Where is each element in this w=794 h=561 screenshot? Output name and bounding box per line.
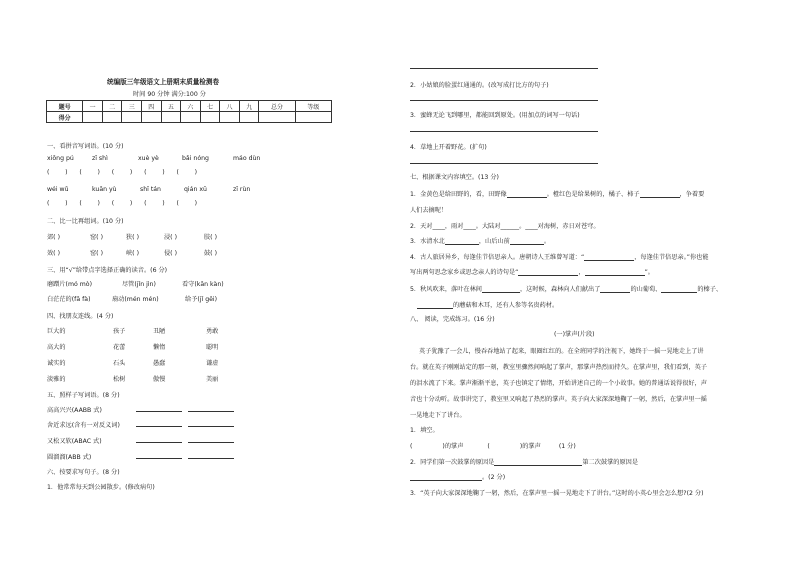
pinyin: zī rùn — [233, 186, 251, 193]
match-word[interactable]: 淡雅的 — [47, 376, 66, 383]
pinyin: xiōng pú — [47, 155, 74, 162]
score-cell[interactable] — [259, 112, 295, 123]
compare-word[interactable]: 鼓( ) — [204, 250, 217, 257]
reading-choice[interactable]: 给予(jǐ gěi) — [185, 296, 218, 303]
compare-word[interactable]: 浸( ) — [164, 234, 177, 241]
section-4-heading: 四、找朋友连线。(4 分) — [47, 313, 114, 320]
compare-word[interactable]: 郊( ) — [47, 234, 60, 241]
header-cell: 四 — [141, 101, 161, 112]
fill-text: 的蘑菇和木耳，还有人参等名贵药材。 — [453, 302, 559, 309]
blank[interactable] — [518, 275, 578, 276]
match-word[interactable]: 愚蠢 — [153, 360, 166, 367]
pattern-item: 高高兴兴(AABB 式) — [47, 407, 102, 414]
answer-line[interactable] — [188, 442, 234, 443]
pattern-item: 圆溜溜(ABB 式) — [47, 454, 92, 461]
score-table — [46, 100, 332, 123]
answer-line[interactable] — [136, 458, 182, 459]
match-word[interactable]: 松树 — [113, 376, 126, 383]
answer-line[interactable] — [188, 426, 234, 427]
blank[interactable] — [482, 292, 520, 293]
blank[interactable] — [584, 260, 634, 261]
right-column — [397, 0, 794, 561]
score-cell[interactable] — [239, 112, 259, 123]
section-7-heading: 七、根据课文内容填空。(13 分) — [410, 174, 499, 181]
passage-line: 台。就在英子刚刚站定的那一刻，教室里骤然间响起了掌声，那掌声热烈而持久。在掌声里，我们看到，英子 — [410, 364, 707, 371]
blank[interactable] — [585, 275, 645, 276]
match-word[interactable]: 石头 — [113, 360, 126, 367]
exam-subtitle: 时间 90 分钟 满分:100 分 — [133, 91, 206, 98]
blank[interactable] — [410, 480, 482, 481]
match-word[interactable]: 丑陋 — [153, 328, 166, 335]
compare-word[interactable]: 效( ) — [47, 250, 60, 257]
pinyin: xuè yè — [138, 155, 159, 162]
fill-text: ，每逢佳节倍思亲。”你也能 — [634, 254, 709, 261]
header-cell: 五 — [161, 101, 181, 112]
reading-choice[interactable]: 白茫茫的(fā fà) — [47, 296, 91, 303]
fill-text: )的掌声 — [519, 443, 541, 450]
pinyin: bǎi nóng — [182, 155, 209, 162]
header-cell: 二 — [102, 101, 122, 112]
pinyin: zī shì — [92, 155, 108, 162]
points: (1 分) — [558, 443, 576, 450]
fill-text: 第二次鼓掌的原因是 — [582, 459, 639, 466]
answer-line[interactable] — [188, 411, 234, 412]
passage-line: 英子犹豫了一会儿，慢吞吞地站了起来，眼圈红红的。在全班同学的注视下，她终于一摇一晃地走上了讲 — [419, 348, 704, 355]
question-text: 1．填空。 — [410, 427, 439, 434]
question-text: 3．蜜蜂无论飞到哪里，都能回到原处。(用加点的词写一句话) — [410, 112, 580, 119]
section-6-heading: 六、按要求写句子。(8 分) — [47, 469, 120, 476]
pinyin: máo dùn — [233, 155, 261, 162]
match-word[interactable]: 懒惰 — [153, 344, 166, 351]
blank[interactable] — [640, 197, 680, 198]
score-cell[interactable] — [181, 112, 201, 123]
reading-choice[interactable]: 扇动(mén mén) — [112, 296, 159, 303]
score-cell[interactable] — [161, 112, 181, 123]
fill-text: ，争着要 — [679, 191, 705, 198]
compare-word[interactable]: 窑( ) — [90, 250, 103, 257]
fill-text: 1．金黄色是给田野的，看，田野像 — [410, 191, 507, 198]
match-word[interactable]: 花蕾 — [113, 344, 126, 351]
fill-text: ，山后山前 — [478, 238, 510, 245]
header-cell: 九 — [239, 101, 259, 112]
fill-line — [410, 252, 709, 261]
fill-line — [410, 472, 505, 481]
match-word[interactable]: 美丽 — [206, 376, 219, 383]
fill-line — [417, 300, 558, 309]
question-text: 4．草地上开着野花。(扩句) — [410, 144, 487, 151]
fill-text: 5．秋风吹来，落叶在林间 — [410, 286, 482, 293]
compare-word[interactable]: 狭( ) — [126, 234, 139, 241]
section-3-heading: 三、用“√”给带点字选择正确的读音。(6 分) — [47, 267, 168, 274]
score-cell[interactable] — [122, 112, 142, 123]
fill-text: 3．水清水北 — [410, 238, 445, 245]
fill-text: 2．同学们第一次鼓掌的原因是 — [410, 459, 495, 466]
pinyin: wéi wǔ — [47, 186, 69, 193]
match-word[interactable]: 勇敢 — [206, 328, 219, 335]
paren: ( — [410, 443, 413, 450]
match-word[interactable]: 巨大的 — [47, 328, 66, 335]
pinyin: kuān yù — [92, 186, 117, 193]
match-word[interactable]: 傲慢 — [153, 376, 166, 383]
fill-line — [410, 441, 576, 450]
passage-line: 的泪水流了下来。掌声渐渐平息，英子也镇定了情绪，开始讲述自己的一个小故事。她的普通话说得很好，声 — [410, 380, 707, 387]
fill-text: )的掌声 — [442, 443, 464, 450]
match-word[interactable]: 高大的 — [47, 344, 66, 351]
fill-text: 写出两句思念家乡或思念亲人的诗句是“ — [410, 269, 519, 276]
section-2-heading: 二、比一比再组词。(10 分) — [47, 218, 124, 225]
answer-brackets[interactable]: ( ) ( ) ( ) ( ) ( ) — [47, 169, 198, 176]
pattern-item: 舍近求远(含有一对反义词) — [47, 422, 120, 429]
row-label: 得分 — [47, 112, 83, 123]
compare-word[interactable]: 峡( ) — [126, 250, 139, 257]
section-1-heading: 一、看拼音写词语。(10 分) — [47, 143, 124, 150]
fill-text: 。(2 分) — [482, 474, 506, 481]
fill-text: 的榛子、 — [697, 286, 723, 293]
score-table-row — [47, 112, 332, 123]
fill-text[interactable]: 2．天对____，雨对____。大陆对______。____对海树，赤日对苍穹。 — [410, 223, 600, 230]
match-word[interactable]: 聪明 — [206, 344, 219, 351]
pinyin: shī tán — [140, 186, 161, 193]
fill-text: 4．古人旅居异乡，每逢佳节倍思亲人。唐朝诗人王维曾写道：“ — [410, 254, 585, 261]
passage-title: (一)掌声(片段) — [554, 331, 595, 338]
answer-line[interactable] — [410, 68, 598, 69]
fill-text: 。橙红色是给果树的，橘子、柿子 — [546, 191, 640, 198]
answer-line[interactable] — [136, 426, 182, 427]
score-table-header — [47, 101, 332, 112]
answer-brackets[interactable]: ( ) ( ) ( ) ( ) ( ) — [47, 200, 198, 207]
section-8-heading: 八、 阅读，完成练习。(16 分) — [410, 316, 495, 323]
header-cell: 等级 — [295, 101, 331, 112]
fill-line: 写出两句思念家乡或思念亲人的诗句是“ ， ”。 — [410, 269, 654, 276]
compare-word[interactable]: 窑( ) — [90, 234, 103, 241]
fill-text: ，这时候，森林向人们献出了 — [520, 286, 601, 293]
score-cell[interactable] — [220, 112, 240, 123]
answer-line[interactable] — [136, 442, 182, 443]
match-word[interactable]: 孩子 — [113, 328, 126, 335]
blank[interactable] — [445, 244, 479, 245]
paren: ( — [487, 443, 490, 450]
header-cell: 六 — [181, 101, 201, 112]
reading-choice[interactable]: 看守(kān kàn) — [182, 281, 224, 288]
answer-line[interactable] — [188, 458, 234, 459]
blank[interactable] — [507, 197, 547, 198]
fill-line — [410, 189, 704, 198]
header-cell: 七 — [200, 101, 220, 112]
match-word[interactable]: 谦虚 — [206, 360, 219, 367]
exam-title: 统编版三年级语文上册期末质量检测卷 — [107, 78, 220, 86]
fill-text: 人们去摘呢！ — [410, 207, 448, 214]
blank[interactable] — [600, 292, 630, 293]
passage-line: 音也十分动听。故事讲完了，教室里又响起了热烈的掌声。英子向大家深深地鞠了一躬，然后，在掌声里一摇 — [410, 396, 707, 403]
question-text: 2．小姑娘的脸蛋红通通的。(改写成打比方的句子) — [410, 82, 549, 89]
answer-line[interactable] — [136, 411, 182, 412]
header-cell: 题号 — [47, 101, 83, 112]
passage-line: 一晃地走下了讲台。 — [410, 412, 466, 419]
header-cell: 八 — [220, 101, 240, 112]
fill-line — [410, 457, 638, 466]
match-word[interactable]: 诚实的 — [47, 360, 66, 367]
fill-text: 的山葡萄、 — [630, 286, 662, 293]
question-text: 3．“英子向大家深深地鞠了一躬，然后，在掌声里一摇一晃地走下了讲台。”这时的小英心里会怎么想?(2 分) — [410, 490, 704, 497]
header-cell: 总分 — [259, 101, 295, 112]
reading-choice[interactable]: 磨蹭片(mó mò) — [47, 281, 92, 288]
score-cell[interactable] — [83, 112, 103, 123]
answer-line[interactable] — [410, 163, 598, 164]
blank[interactable] — [661, 292, 697, 293]
pattern-item: 又松又软(ABAC 式) — [47, 438, 102, 445]
score-cell[interactable] — [141, 112, 161, 123]
header-cell: 三 — [122, 101, 142, 112]
compare-word[interactable]: 肢( ) — [204, 234, 217, 241]
section-5-heading: 五、照样子写词语。(8 分) — [47, 392, 120, 399]
blank[interactable] — [510, 244, 544, 245]
answer-line[interactable] — [410, 100, 598, 101]
score-cell[interactable] — [200, 112, 220, 123]
score-cell[interactable] — [295, 112, 331, 123]
answer-line[interactable] — [410, 131, 598, 132]
fill-line: 3．水清水北 ，山后山前 。 — [410, 238, 550, 245]
blank[interactable] — [417, 308, 453, 309]
pinyin: qián xū — [184, 186, 207, 193]
header-cell: 一 — [83, 101, 103, 112]
score-cell[interactable] — [102, 112, 122, 123]
reading-choice[interactable]: 尽管(jǐn jìn) — [122, 281, 156, 288]
compare-word[interactable]: 侵( ) — [164, 250, 177, 257]
question-text: 1．他常常每天到公园散步。(修改病句) — [47, 484, 155, 491]
fill-line — [410, 284, 722, 293]
blank[interactable] — [494, 465, 582, 466]
